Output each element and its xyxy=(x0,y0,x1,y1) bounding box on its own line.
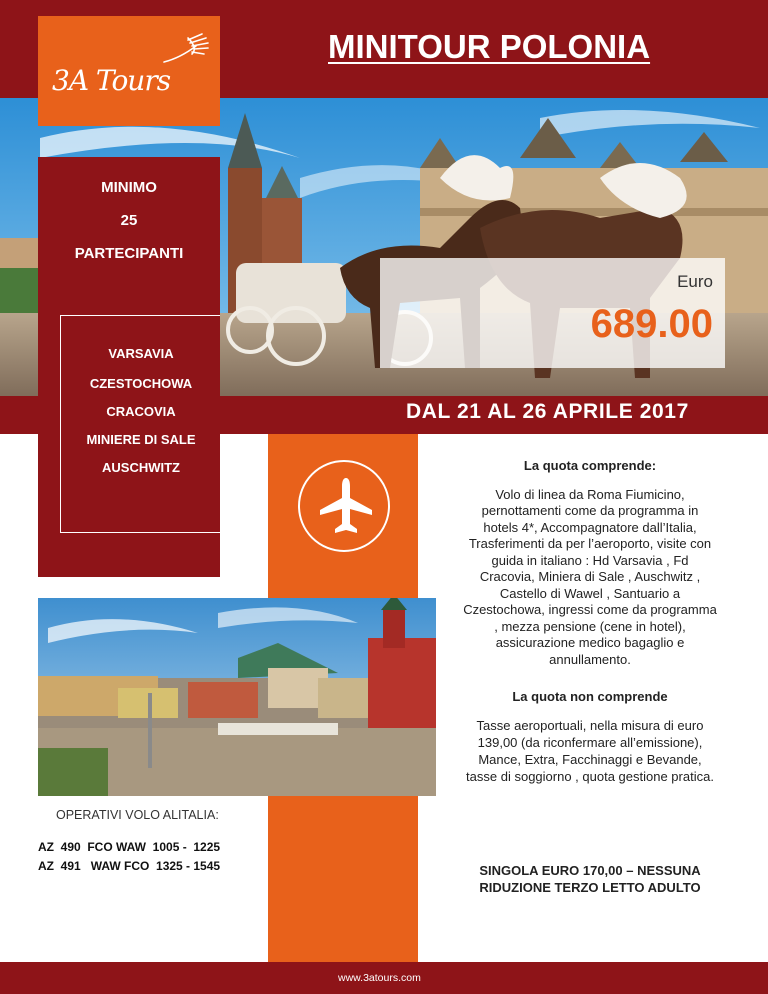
price-value: 689.00 xyxy=(590,302,713,346)
participants-panel xyxy=(38,157,220,577)
excludes-line: 139,00 (da riconfermare all’emissione), xyxy=(477,735,703,750)
excludes-line: tasse di soggiorno , quota gestione pratica. xyxy=(466,769,714,784)
excludes-line: Mance, Extra, Facchinaggi e Bevande, xyxy=(478,752,702,767)
includes-line: annullamento. xyxy=(549,651,631,667)
destinations-box xyxy=(60,315,220,533)
destination-item: CZESTOCHOWA xyxy=(89,376,193,391)
includes-line: hotels 4*, Accompagnatore dall’Italia, xyxy=(483,519,697,535)
warsaw-photo xyxy=(38,598,436,796)
price-includes-section xyxy=(463,458,717,668)
includes-line: Trasferimenti da per l’aeroporto, visite con xyxy=(468,536,712,551)
airplane-icon xyxy=(298,460,390,552)
flight-schedule xyxy=(38,808,268,878)
destination-item: VARSAVIA xyxy=(108,346,174,361)
page-title: MINITOUR POLONIA xyxy=(328,28,651,65)
includes-line: Castello di Wawel , Santuario a xyxy=(499,585,681,601)
excludes-heading: La quota non comprende xyxy=(512,689,668,704)
single-room-note: SINGOLA EURO 170,00 – NESSUNA RIDUZIONE TERZO LETTO ADULTO xyxy=(479,863,701,895)
includes-line: Cracovia, Miniera di Sale , Auschwitz , xyxy=(479,569,701,584)
includes-line: guida in italiano : Hd Varsavia , Fd xyxy=(491,552,689,568)
flight-row: AZ 490 FCO WAW 1005 - 1225 xyxy=(38,840,221,854)
destination-item: CRACOVIA xyxy=(106,404,176,419)
participants-label: PARTECIPANTI xyxy=(74,245,184,262)
participants-min-label: MINIMO xyxy=(101,179,157,196)
includes-line: assicurazione medico bagaglio e xyxy=(495,635,685,650)
logo-wordmark: 3A Tours xyxy=(52,64,171,97)
excludes-line: Tasse aeroportuali, nella misura di euro xyxy=(476,718,704,733)
destination-item: AUSCHWITZ xyxy=(102,460,180,475)
brand-logo xyxy=(38,16,220,126)
includes-line: , mezza pensione (cene in hotel), xyxy=(494,618,686,634)
flights-heading: OPERATIVI VOLO ALITALIA: xyxy=(56,808,219,822)
participants-count: 25 xyxy=(120,212,138,229)
footer-website-link[interactable]: www.3atours.com xyxy=(338,972,421,984)
price-panel xyxy=(380,258,725,368)
badminton-shuttle-icon xyxy=(158,32,210,68)
includes-line: Czestochowa, ingressi come da programma xyxy=(463,602,717,617)
includes-heading: La quota comprende: xyxy=(523,458,657,473)
tour-dates: DAL 21 AL 26 APRILE 2017 xyxy=(406,400,689,423)
includes-line: pernottamenti come da programma in xyxy=(481,503,699,518)
flight-row: AZ 491 WAW FCO 1325 - 1545 xyxy=(38,859,221,873)
destination-item: MINIERE DI SALE xyxy=(86,432,196,447)
price-currency-label: Euro xyxy=(677,272,713,291)
price-excludes-section xyxy=(463,688,717,785)
includes-line: Volo di linea da Roma Fiumicino, xyxy=(495,486,685,502)
